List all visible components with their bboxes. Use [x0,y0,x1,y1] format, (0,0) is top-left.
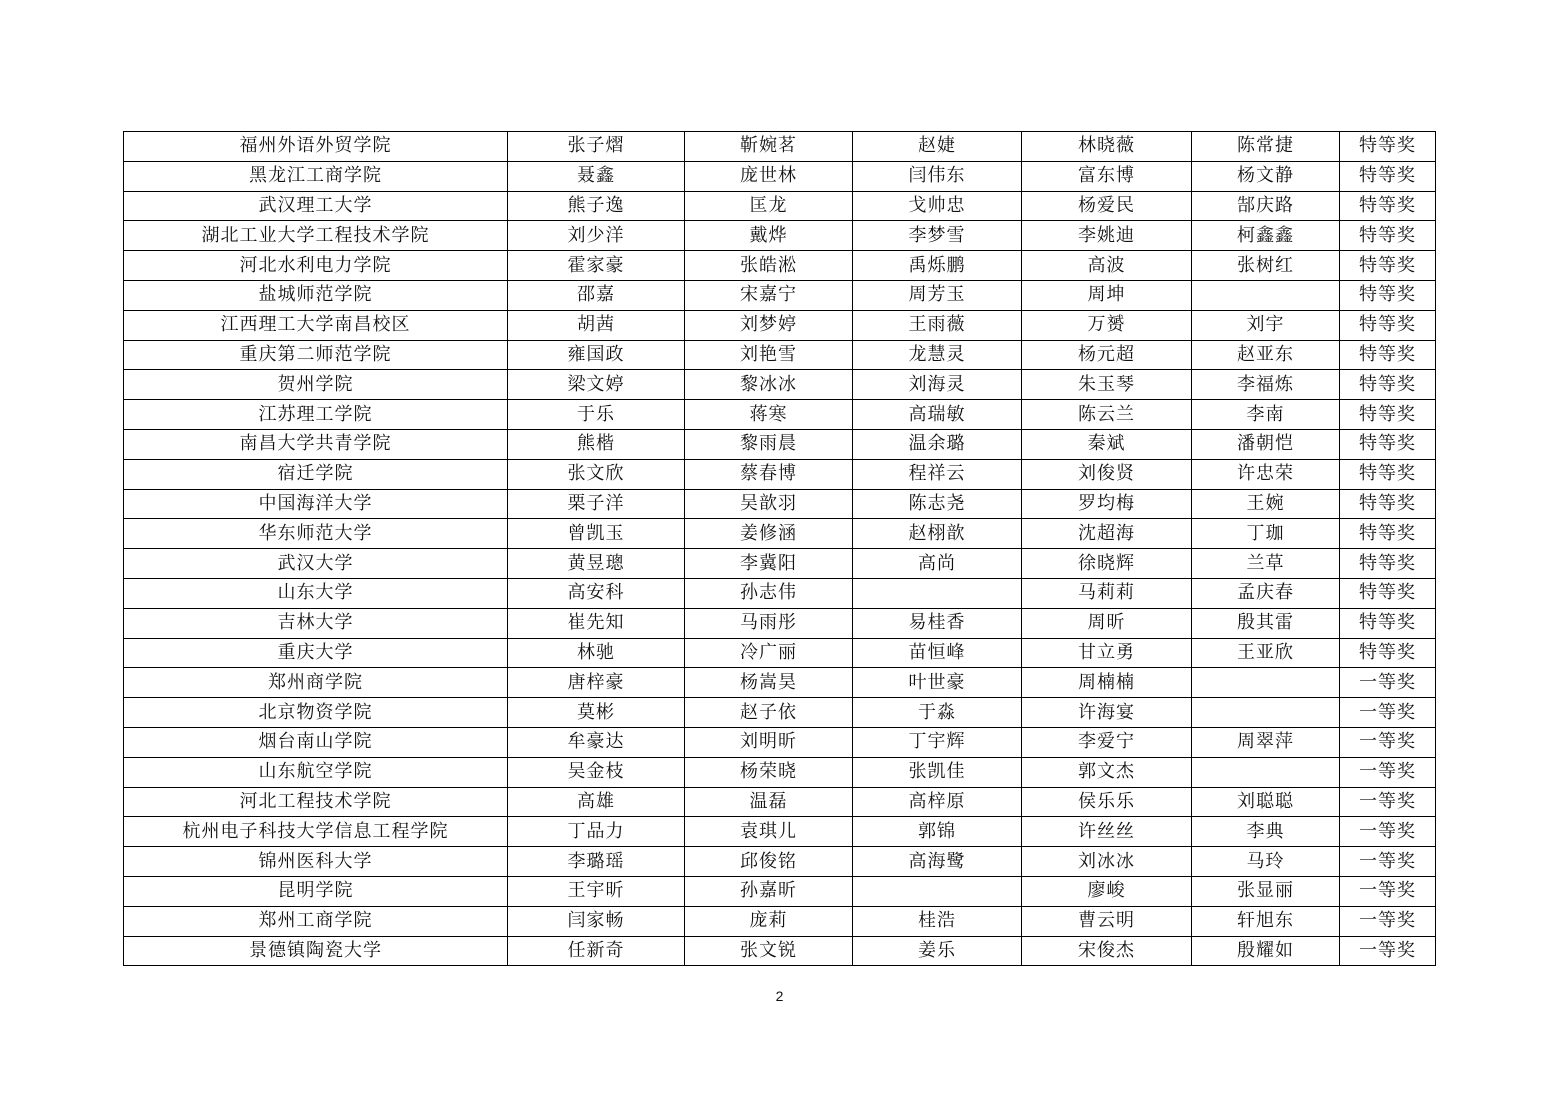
member-cell: 朱玉琴 [1022,370,1192,400]
table-row [124,638,1436,668]
table-row [124,221,1436,251]
member-cell: 温磊 [685,787,853,817]
member-cell: 刘艳雪 [685,340,853,370]
member-cell: 高海鹭 [853,847,1022,877]
member-cell: 苗恒峰 [853,638,1022,668]
member-cell: 杨爱民 [1022,191,1192,221]
school-cell: 重庆第二师范学院 [124,340,508,370]
advisor-cell: 轩旭东 [1192,906,1340,936]
advisor-cell: 张树红 [1192,251,1340,281]
member-cell: 张文欣 [508,459,685,489]
member-cell: 马雨彤 [685,608,853,638]
award-cell: 特等奖 [1340,370,1436,400]
member-cell: 张凯佳 [853,757,1022,787]
school-cell: 河北工程技术学院 [124,787,508,817]
member-cell: 杨嵩昊 [685,668,853,698]
member-cell: 冷广丽 [685,638,853,668]
member-cell: 胡茜 [508,310,685,340]
member-cell: 马莉莉 [1022,578,1192,608]
table-row [124,429,1436,459]
member-cell: 徐晓辉 [1022,549,1192,579]
member-cell: 刘海灵 [853,370,1022,400]
award-cell: 一等奖 [1340,817,1436,847]
school-cell: 福州外语外贸学院 [124,132,508,162]
award-cell: 一等奖 [1340,757,1436,787]
advisor-cell: 李南 [1192,400,1340,430]
member-cell: 吴歆羽 [685,489,853,519]
member-cell: 赵子依 [685,698,853,728]
award-cell: 特等奖 [1340,429,1436,459]
advisor-cell [1192,668,1340,698]
member-cell: 温余璐 [853,429,1022,459]
advisor-cell: 张显丽 [1192,876,1340,906]
table-row [124,519,1436,549]
school-cell: 江西理工大学南昌校区 [124,310,508,340]
school-cell: 景德镇陶瓷大学 [124,936,508,966]
member-cell: 姜修涵 [685,519,853,549]
award-cell: 特等奖 [1340,132,1436,162]
member-cell: 庞莉 [685,906,853,936]
member-cell: 秦斌 [1022,429,1192,459]
member-cell: 桂浩 [853,906,1022,936]
award-cell: 特等奖 [1340,608,1436,638]
member-cell: 唐梓豪 [508,668,685,698]
member-cell: 李姚迪 [1022,221,1192,251]
award-cell: 一等奖 [1340,668,1436,698]
award-cell: 特等奖 [1340,280,1436,310]
table-row [124,757,1436,787]
member-cell: 张子熠 [508,132,685,162]
member-cell: 黄昱璁 [508,549,685,579]
member-cell: 万赟 [1022,310,1192,340]
member-cell: 丁宇辉 [853,727,1022,757]
award-cell: 特等奖 [1340,459,1436,489]
table-row [124,906,1436,936]
table-row [124,578,1436,608]
member-cell: 梁文婷 [508,370,685,400]
award-cell: 特等奖 [1340,519,1436,549]
member-cell: 吴金枝 [508,757,685,787]
member-cell: 许海宴 [1022,698,1192,728]
award-cell: 特等奖 [1340,191,1436,221]
member-cell: 袁琪儿 [685,817,853,847]
member-cell: 曹云明 [1022,906,1192,936]
table-row [124,727,1436,757]
advisor-cell: 潘朝恺 [1192,429,1340,459]
member-cell: 廖峻 [1022,876,1192,906]
advisor-cell: 郜庆路 [1192,191,1340,221]
advisor-cell: 陈常捷 [1192,132,1340,162]
member-cell: 侯乐乐 [1022,787,1192,817]
member-cell: 李梦雪 [853,221,1022,251]
school-cell: 盐城师范学院 [124,280,508,310]
award-cell: 一等奖 [1340,876,1436,906]
member-cell: 刘梦婷 [685,310,853,340]
member-cell: 王宇昕 [508,876,685,906]
award-cell: 一等奖 [1340,906,1436,936]
member-cell: 陈云兰 [1022,400,1192,430]
school-cell: 中国海洋大学 [124,489,508,519]
table-row [124,489,1436,519]
advisor-cell: 殷其雷 [1192,608,1340,638]
page-number: 2 [775,988,784,1004]
member-cell: 陈志尧 [853,489,1022,519]
member-cell: 于淼 [853,698,1022,728]
advisor-cell [1192,757,1340,787]
member-cell: 霍家豪 [508,251,685,281]
award-cell: 特等奖 [1340,400,1436,430]
advisor-cell: 王婉 [1192,489,1340,519]
member-cell: 任新奇 [508,936,685,966]
member-cell: 王雨薇 [853,310,1022,340]
member-cell: 姜乐 [853,936,1022,966]
advisor-cell: 李福炼 [1192,370,1340,400]
member-cell: 叶世豪 [853,668,1022,698]
table-row [124,310,1436,340]
advisor-cell: 兰草 [1192,549,1340,579]
award-cell: 特等奖 [1340,340,1436,370]
table-row [124,161,1436,191]
advisor-cell: 杨文静 [1192,161,1340,191]
member-cell: 张皓淞 [685,251,853,281]
member-cell: 雍国政 [508,340,685,370]
table-row [124,370,1436,400]
member-cell: 丁品力 [508,817,685,847]
member-cell: 栗子洋 [508,489,685,519]
member-cell: 罗均梅 [1022,489,1192,519]
member-cell: 崔先知 [508,608,685,638]
school-cell: 北京物资学院 [124,698,508,728]
member-cell: 赵栩歆 [853,519,1022,549]
school-cell: 武汉大学 [124,549,508,579]
member-cell: 周楠楠 [1022,668,1192,698]
advisor-cell: 李典 [1192,817,1340,847]
award-cell: 特等奖 [1340,638,1436,668]
member-cell: 邵嘉 [508,280,685,310]
member-cell: 刘明昕 [685,727,853,757]
school-cell: 昆明学院 [124,876,508,906]
advisor-cell: 马玲 [1192,847,1340,877]
member-cell: 莫彬 [508,698,685,728]
member-cell: 熊子逸 [508,191,685,221]
award-cell: 特等奖 [1340,161,1436,191]
table-row [124,459,1436,489]
advisor-cell: 周翠萍 [1192,727,1340,757]
member-cell: 聂鑫 [508,161,685,191]
member-cell: 孙志伟 [685,578,853,608]
member-cell: 黎冰冰 [685,370,853,400]
member-cell: 张文锐 [685,936,853,966]
member-cell: 庞世林 [685,161,853,191]
table-row [124,549,1436,579]
school-cell: 杭州电子科技大学信息工程学院 [124,817,508,847]
member-cell: 熊楷 [508,429,685,459]
advisor-cell [1192,280,1340,310]
member-cell: 郭锦 [853,817,1022,847]
member-cell: 戈帅忠 [853,191,1022,221]
member-cell: 高安科 [508,578,685,608]
award-cell: 特等奖 [1340,251,1436,281]
member-cell: 李爱宁 [1022,727,1192,757]
member-cell: 于乐 [508,400,685,430]
member-cell: 匡龙 [685,191,853,221]
member-cell: 戴烨 [685,221,853,251]
table-row [124,280,1436,310]
school-cell: 江苏理工学院 [124,400,508,430]
school-cell: 宿迁学院 [124,459,508,489]
member-cell: 宋俊杰 [1022,936,1192,966]
award-cell: 特等奖 [1340,221,1436,251]
table-row [124,191,1436,221]
member-cell: 杨荣晓 [685,757,853,787]
table-row [124,698,1436,728]
award-cell: 一等奖 [1340,847,1436,877]
award-table [123,131,1436,966]
school-cell: 贺州学院 [124,370,508,400]
member-cell: 李冀阳 [685,549,853,579]
table-row [124,251,1436,281]
school-cell: 重庆大学 [124,638,508,668]
advisor-cell [1192,698,1340,728]
member-cell: 林驰 [508,638,685,668]
table-row [124,847,1436,877]
school-cell: 河北水利电力学院 [124,251,508,281]
school-cell: 湖北工业大学工程技术学院 [124,221,508,251]
school-cell: 黑龙江工商学院 [124,161,508,191]
table-row [124,132,1436,162]
member-cell: 沈超海 [1022,519,1192,549]
member-cell: 富东博 [1022,161,1192,191]
award-cell: 特等奖 [1340,489,1436,519]
table-row [124,787,1436,817]
advisor-cell: 孟庆春 [1192,578,1340,608]
award-cell: 一等奖 [1340,727,1436,757]
member-cell: 刘少洋 [508,221,685,251]
award-cell: 特等奖 [1340,549,1436,579]
member-cell: 李璐瑶 [508,847,685,877]
member-cell: 周坤 [1022,280,1192,310]
member-cell: 周芳玉 [853,280,1022,310]
advisor-cell: 王亚欣 [1192,638,1340,668]
member-cell: 高雄 [508,787,685,817]
member-cell: 禹烁鹏 [853,251,1022,281]
member-cell: 龙慧灵 [853,340,1022,370]
member-cell: 高波 [1022,251,1192,281]
member-cell: 易桂香 [853,608,1022,638]
table-row [124,668,1436,698]
member-cell: 曾凯玉 [508,519,685,549]
member-cell: 黎雨晨 [685,429,853,459]
award-cell: 特等奖 [1340,310,1436,340]
member-cell: 牟豪达 [508,727,685,757]
school-cell: 山东大学 [124,578,508,608]
member-cell: 宋嘉宁 [685,280,853,310]
school-cell: 武汉理工大学 [124,191,508,221]
table-row [124,817,1436,847]
member-cell: 刘俊贤 [1022,459,1192,489]
member-cell: 许丝丝 [1022,817,1192,847]
school-cell: 郑州商学院 [124,668,508,698]
member-cell: 闫家畅 [508,906,685,936]
school-cell: 南昌大学共青学院 [124,429,508,459]
member-cell: 周昕 [1022,608,1192,638]
member-cell: 蒋寒 [685,400,853,430]
table-row [124,340,1436,370]
member-cell: 甘立勇 [1022,638,1192,668]
member-cell: 闫伟东 [853,161,1022,191]
advisor-cell: 柯鑫鑫 [1192,221,1340,251]
member-cell: 邱俊铭 [685,847,853,877]
school-cell: 吉林大学 [124,608,508,638]
award-cell: 一等奖 [1340,698,1436,728]
member-cell: 靳婉茗 [685,132,853,162]
award-cell: 特等奖 [1340,578,1436,608]
advisor-cell: 刘聪聪 [1192,787,1340,817]
school-cell: 郑州工商学院 [124,906,508,936]
member-cell: 高梓原 [853,787,1022,817]
member-cell: 蔡春博 [685,459,853,489]
member-cell: 高瑞敏 [853,400,1022,430]
advisor-cell: 殷耀如 [1192,936,1340,966]
award-cell: 一等奖 [1340,936,1436,966]
award-table-body [124,132,1436,966]
school-cell: 烟台南山学院 [124,727,508,757]
table-row [124,608,1436,638]
member-cell: 程祥云 [853,459,1022,489]
member-cell: 刘冰冰 [1022,847,1192,877]
advisor-cell: 赵亚东 [1192,340,1340,370]
table-row [124,936,1436,966]
member-cell [853,876,1022,906]
table-row [124,876,1436,906]
advisor-cell: 刘宇 [1192,310,1340,340]
table-row [124,400,1436,430]
member-cell: 孙嘉昕 [685,876,853,906]
member-cell: 赵婕 [853,132,1022,162]
member-cell: 林晓薇 [1022,132,1192,162]
advisor-cell: 丁珈 [1192,519,1340,549]
member-cell [853,578,1022,608]
award-cell: 一等奖 [1340,787,1436,817]
school-cell: 山东航空学院 [124,757,508,787]
advisor-cell: 许忠荣 [1192,459,1340,489]
school-cell: 锦州医科大学 [124,847,508,877]
member-cell: 杨元超 [1022,340,1192,370]
school-cell: 华东师范大学 [124,519,508,549]
member-cell: 郭文杰 [1022,757,1192,787]
member-cell: 高尚 [853,549,1022,579]
